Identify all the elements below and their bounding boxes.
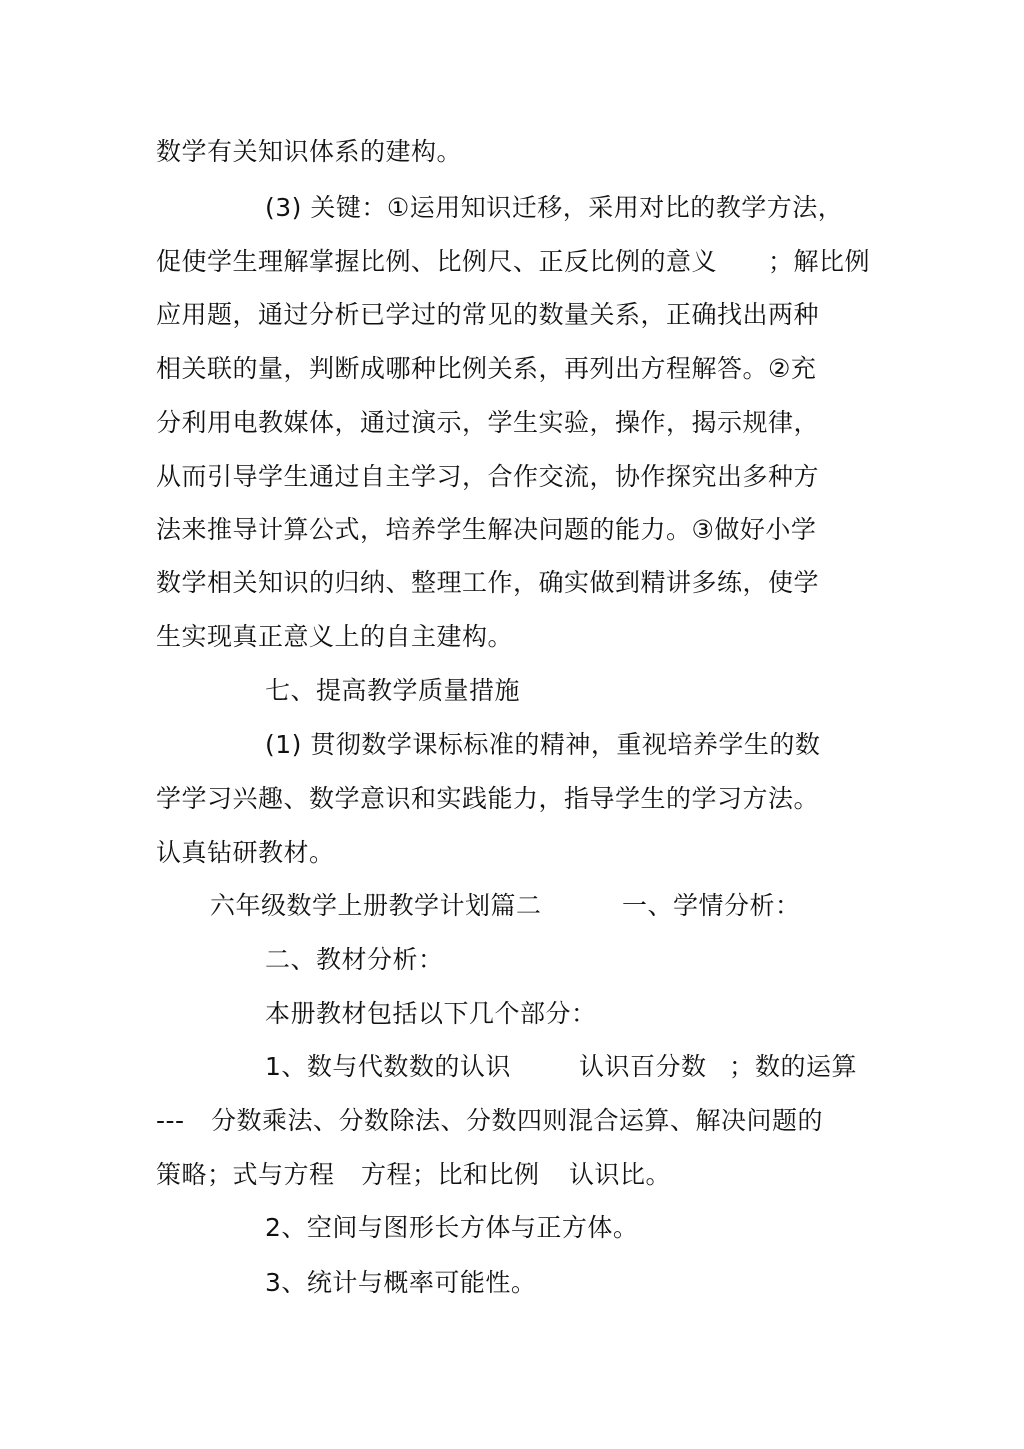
- text-segment: 3、统计与概率可能性。: [265, 1268, 537, 1297]
- text-segment: 学学习兴趣、数学意识和实践能力，指导学生的学习方法。: [156, 784, 820, 813]
- text-segment: 数学相关知识的归纳、整理工作，确实做到精讲多练，使学: [156, 568, 820, 597]
- text-segment: 分利用电教媒体，通过演示，学生实验，操作，揭示规律，: [156, 408, 820, 437]
- text-line: [156, 408, 819, 438]
- text-line: [265, 999, 597, 1029]
- text-line: [156, 137, 462, 167]
- text-line: [156, 300, 819, 330]
- text-line: [265, 730, 820, 760]
- text-segment: 法来推导计算公式，培养学生解决问题的能力。③做好小学: [156, 515, 817, 544]
- document-heading: 六年级数学上册教学计划篇二: [210, 891, 542, 920]
- text-segment: 1、数与代数数的认识: [265, 1052, 511, 1081]
- text-segment: 二、教材分析：: [265, 945, 444, 974]
- text-segment: 生实现真正意义上的自主建构。: [156, 622, 514, 651]
- text-line: [265, 193, 843, 223]
- text-segment: (3) 关键：①运用知识迁移，采用对比的教学方法，: [265, 193, 844, 222]
- text-segment: 数的运算: [755, 1052, 858, 1081]
- section-heading: [265, 945, 444, 975]
- text-segment: 方程；比和比例: [361, 1160, 540, 1189]
- text-segment: 应用题，通过分析已学过的常见的数量关系，正确找出两种: [156, 300, 820, 329]
- text-line: [156, 515, 816, 545]
- text-segment: ；解比例: [768, 247, 871, 276]
- text-line: [265, 1213, 638, 1243]
- text-line: [156, 838, 335, 868]
- section-heading: [265, 676, 520, 706]
- section-heading: 一、学情分析：: [622, 891, 801, 920]
- text-segment: 2、空间与图形长方体与正方体。: [265, 1213, 639, 1242]
- text-segment: 本册教材包括以下几个部分：: [265, 999, 597, 1028]
- text-segment: 相关联的量，判断成哪种比例关系，再列出方程解答。②充: [156, 354, 817, 383]
- text-line: [265, 1268, 536, 1298]
- text-segment: ；: [729, 1052, 755, 1081]
- text-line: [156, 462, 819, 492]
- text-segment: 促使学生理解掌握比例、比例尺、正反比例的意义: [156, 247, 718, 276]
- text-segment: 分数乘法、分数除法、分数四则混合运算、解决问题的: [211, 1106, 824, 1135]
- text-segment: 认识比。: [569, 1160, 672, 1189]
- text-segment: 数学有关知识体系的建构。: [156, 137, 463, 166]
- text-line: [156, 568, 819, 598]
- text-line: [156, 784, 819, 814]
- text-segment: ---: [156, 1106, 185, 1135]
- text-line: [156, 622, 513, 652]
- text-segment: 策略；式与方程: [156, 1160, 335, 1189]
- text-segment: (1) 贯彻数学课标标准的精神，重视培养学生的数: [265, 730, 821, 759]
- text-segment: 七、提高教学质量措施: [265, 676, 521, 705]
- text-line: [156, 354, 816, 384]
- text-segment: 认真钻研教材。: [156, 838, 335, 867]
- text-segment: 从而引导学生通过自主学习，合作交流，协作探究出多种方: [156, 462, 820, 491]
- text-segment: 认识百分数: [579, 1052, 707, 1081]
